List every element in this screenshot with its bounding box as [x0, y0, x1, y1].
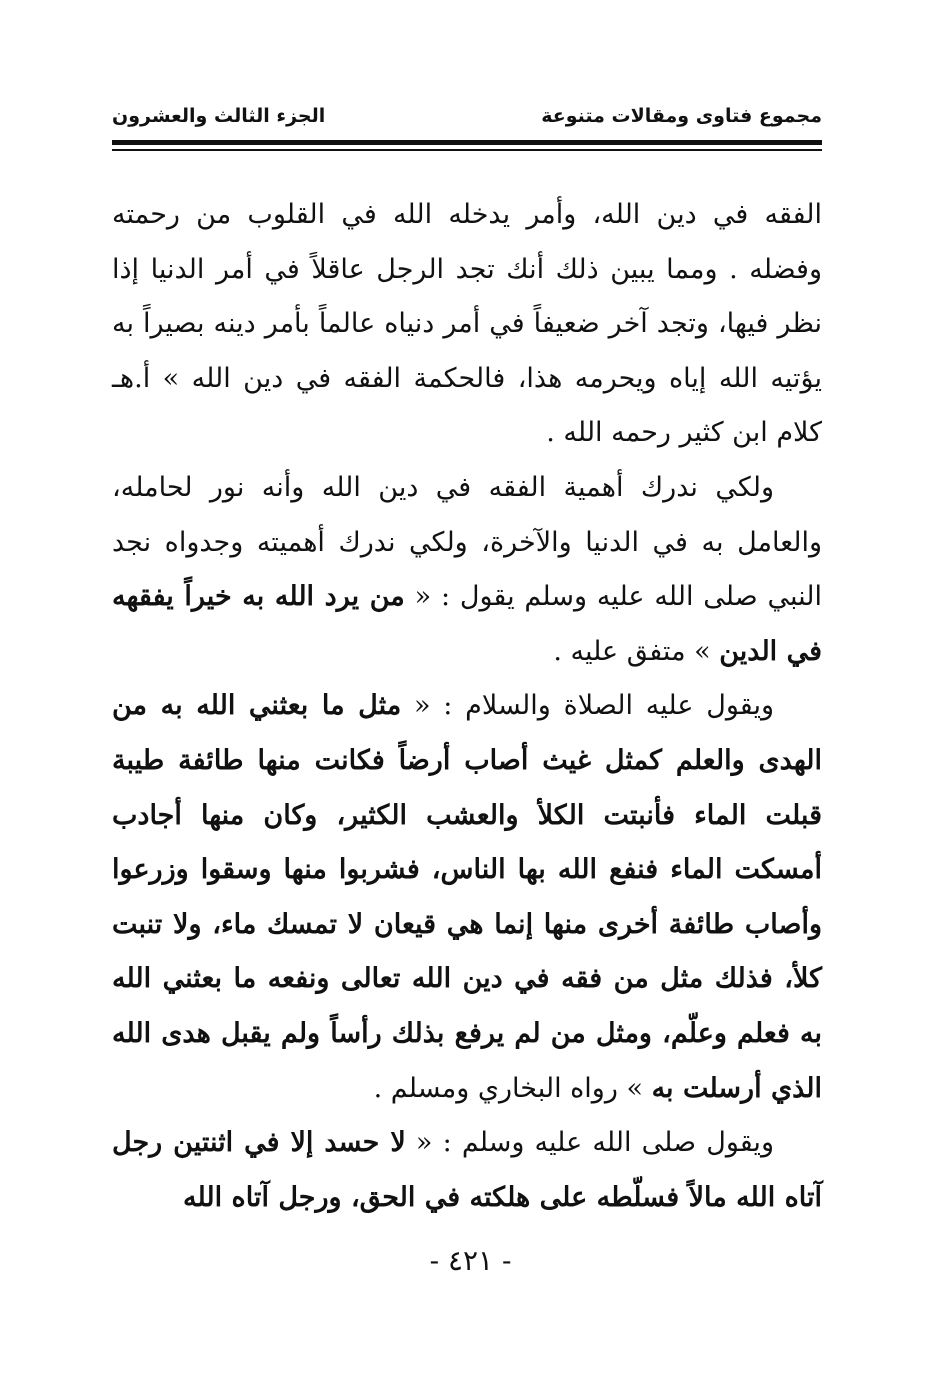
text-segment: ولكي ندرك أهمية الفقه في دين الله وأنه نور لحامله، والعامل به في الدنيا والآخرة، ولكي ندرك أهميته وجدواه نجد النبي صلى الله عليه وسلم يقول : «	[112, 471, 822, 613]
paragraph-hadith-rain	[112, 679, 822, 1116]
hadith-quote: من يرد الله به خيراً يفقهه في الدين	[112, 581, 822, 667]
paragraph-hadith-envy	[112, 1116, 822, 1225]
text-segment: ومما يبين ذلك أنك تجد الرجل عاقلاً في أمر الدنيا إذا نظر فيها، وتجد آخر ضعيفاً في أمر دنياه عالماً بأمر دينه بصيراً به يؤتيه الله إياه ويحرمه هذا، فالحكمة الفقه في دين الله » أ.هـ كلام ابن كثير رحمه الله .	[112, 253, 822, 449]
hadith-quote: لا حسد إلا في اثنتين رجل آتاه الله مالاً فسلّطه على هلكته في الحق، ورجل آتاه الله	[112, 1127, 822, 1213]
volume-label: الجزء الثالث والعشرون	[112, 105, 326, 127]
body-text	[112, 188, 822, 1225]
text-segment: ويقول صلى الله عليه وسلم : «	[405, 1127, 774, 1159]
text-segment: » متفق عليه .	[553, 635, 720, 667]
paragraph-continuation	[112, 188, 822, 461]
header-rule-thick	[112, 140, 822, 145]
book-title: مجموع فتاوى ومقالات متنوعة	[541, 105, 822, 127]
text-segment: » رواه البخاري ومسلم .	[373, 1072, 652, 1104]
running-header	[112, 95, 822, 135]
header-rule-thin	[112, 149, 822, 151]
text-segment: ويقول عليه الصلاة والسلام : «	[401, 690, 775, 722]
text-segment: الفقه في دين الله، وأمر يدخله الله في القلوب من رحمته وفضله .	[112, 199, 822, 285]
hadith-quote: مثل ما بعثني الله به من الهدى والعلم كمثل غيث أصاب أرضاً فكانت منها طائفة طيبة قبلت الماء فأنبتت الكلأ والعشب الكثير، وكان منها أجادب أمسكت الماء فنفع الله بها الناس، فشربوا منها وسقوا وزرعوا وأصاب طائفة أخرى منها إنما هي قيعان لا تمسك ماء، ولا تنبت كلأ، فذلك مثل من فقه في دين الله تعالى ونفعه ما بعثني الله به فعلم وعلّم، ومثل من لم يرفع بذلك رأساً ولم يقبل هدى الله الذي أرسلت به	[112, 690, 822, 1104]
page-number: - ٤٢١ -	[429, 1244, 512, 1277]
paragraph-importance	[112, 461, 822, 679]
